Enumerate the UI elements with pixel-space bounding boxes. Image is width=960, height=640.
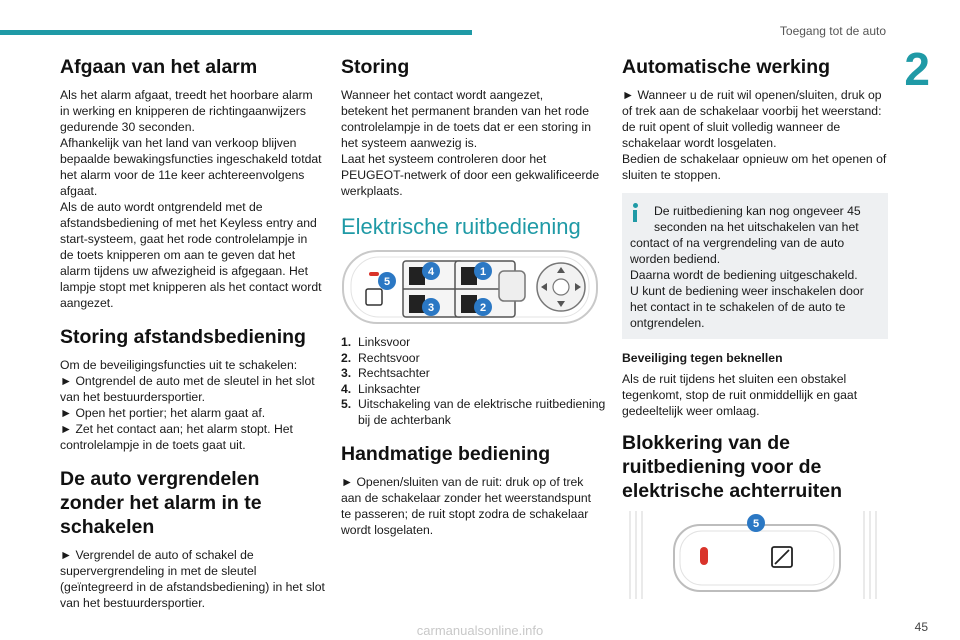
callout-4 xyxy=(422,262,440,280)
list-item: 1. Linksvoor xyxy=(341,335,411,349)
switch-legend-list xyxy=(341,335,611,428)
callout-5-label: 5 xyxy=(383,276,391,288)
callout-1 xyxy=(474,262,492,280)
list-item: 2. Rechtsvoor xyxy=(341,350,420,365)
child-lock-button-illustration xyxy=(622,511,884,599)
child-lock-button xyxy=(366,289,382,305)
heading-lock-without-alarm: De auto vergrendelen zonder het alarm in te schakelen xyxy=(60,468,262,538)
list-item: 3. Rechtsachter xyxy=(341,366,430,380)
callout-1-label: 1 xyxy=(479,266,487,278)
callout-3 xyxy=(422,298,440,316)
heading-manual-operation: Handmatige bediening xyxy=(341,443,551,465)
callout-5 xyxy=(747,514,765,532)
chapter-number: 2 xyxy=(904,43,930,95)
list-item: 4. Linksachter xyxy=(341,381,421,396)
callout-5 xyxy=(378,272,396,290)
info-icon xyxy=(632,203,638,221)
heading-storing: Storing xyxy=(341,56,410,78)
paragraph-storing: Wanneer het contact wordt aangezet, betekent het permanent branden van het rode controlelampje in de toets dat er een storing in het systeem aanwezig is. Laat het systeem controleren door het PEUGEOT-netwerk of door een gekwalificeerde werkplaats. xyxy=(341,88,600,198)
paragraph-manual-operation: ► Openen/sluiten van de ruit: druk op of trek aan de schakelaar zonder het weerstandspunt te passeren; de ruit stopt zodra de schakelaar wordt losgelaten. xyxy=(341,475,592,537)
callout-5-label: 5 xyxy=(752,518,760,530)
heading-electric-windows: Elektrische ruitbediening xyxy=(341,214,581,239)
paragraph-remote-failure: Om de beveiligingsfuncties uit te schakelen: ► Ontgrendel de auto met de sleutel in het slot van het bestuurdersportier. ► Open het portier; het alarm gaat af. ► Zet het contact aan; het alarm stopt. Het controlelampje in de toets gaat uit. xyxy=(60,358,315,452)
callout-2 xyxy=(474,298,492,316)
page-number: 45 xyxy=(914,620,928,634)
heading-alarm: Afgaan van het alarm xyxy=(60,56,258,78)
heading-rear-window-lock: Blokkering van de ruitbediening voor de elektrische achterruiten xyxy=(622,432,843,502)
heading-remote-failure: Storing afstandsbediening xyxy=(60,326,306,348)
footer-watermark: carmanualsonline.info xyxy=(416,623,544,638)
mirror-fold-button xyxy=(499,271,525,301)
callout-4-label: 4 xyxy=(427,266,435,278)
paragraph-alarm: Als het alarm afgaat, treedt het hoorbare alarm in werking en knipperen de richtingaanwijzers gedurende 30 seconden. Afhankelijk van het land van verkoop blijven bepaalde bewakingsfuncties ingeschakeld totdat het alarm voor de 11e keer achtereenvolgens afgaat. Als de auto wordt ontgrendeld met de afstandsbediening of met het Keyless entry and start-systeem, gaat het rode controlelampje in de toets knipperen om aan te geven dat het alarm tijdens uw afwezigheid is afgegaan. Het lampje stopt met knipperen als het contact wordt aangezet. xyxy=(60,88,322,310)
section-title: Toegang tot de auto xyxy=(779,24,886,38)
column-2 xyxy=(341,55,611,548)
info-box: De ruitbediening kan nog ongeveer 45 seconden na het uitschakelen van het contact of na vergrendeling van de auto worden bediend. Daarna wordt de bediening uitgeschakeld. U kunt de bediening weer inschakelen door het contact in te schakelen of de auto te ontgrendelen. xyxy=(622,193,888,339)
column-1 xyxy=(60,55,330,621)
panel-led xyxy=(369,272,379,276)
heading-automatic-operation: Automatische werking xyxy=(622,56,831,78)
callout-3-label: 3 xyxy=(427,302,435,314)
child-lock-icon xyxy=(772,547,792,567)
window-switch-panel-illustration xyxy=(341,249,601,327)
subheading-anti-pinch: Beveiliging tegen beknellen xyxy=(622,351,783,365)
paragraph-anti-pinch: Als de ruit tijdens het sluiten een obstakel tegenkomt, stop de ruit onmiddellijk en gaat gedeeltelijk weer omlaag. xyxy=(622,372,858,418)
callout-2-label: 2 xyxy=(479,302,487,314)
child-lock-led xyxy=(700,547,708,565)
list-item: 5. Uitschakeling van de elektrische ruitbediening bij de achterbank xyxy=(341,397,606,427)
paragraph-lock-without-alarm: ► Vergrendel de auto of schakel de supervergrendeling in met de sleutel (geïntegreerd in de afstandsbediening) in het slot van het bestuurdersportier. xyxy=(60,548,325,610)
paragraph-automatic-operation: ► Wanneer u de ruit wil openen/sluiten, druk op of trek aan de schakelaar voorbij het weerstand: de ruit opent of sluit volledig wanneer de schakelaar wordt losgelaten. Bedien de schakelaar opnieuw om het openen of sluiten te stoppen. xyxy=(622,88,887,182)
header-accent-bar xyxy=(0,30,472,35)
column-3 xyxy=(622,55,888,599)
